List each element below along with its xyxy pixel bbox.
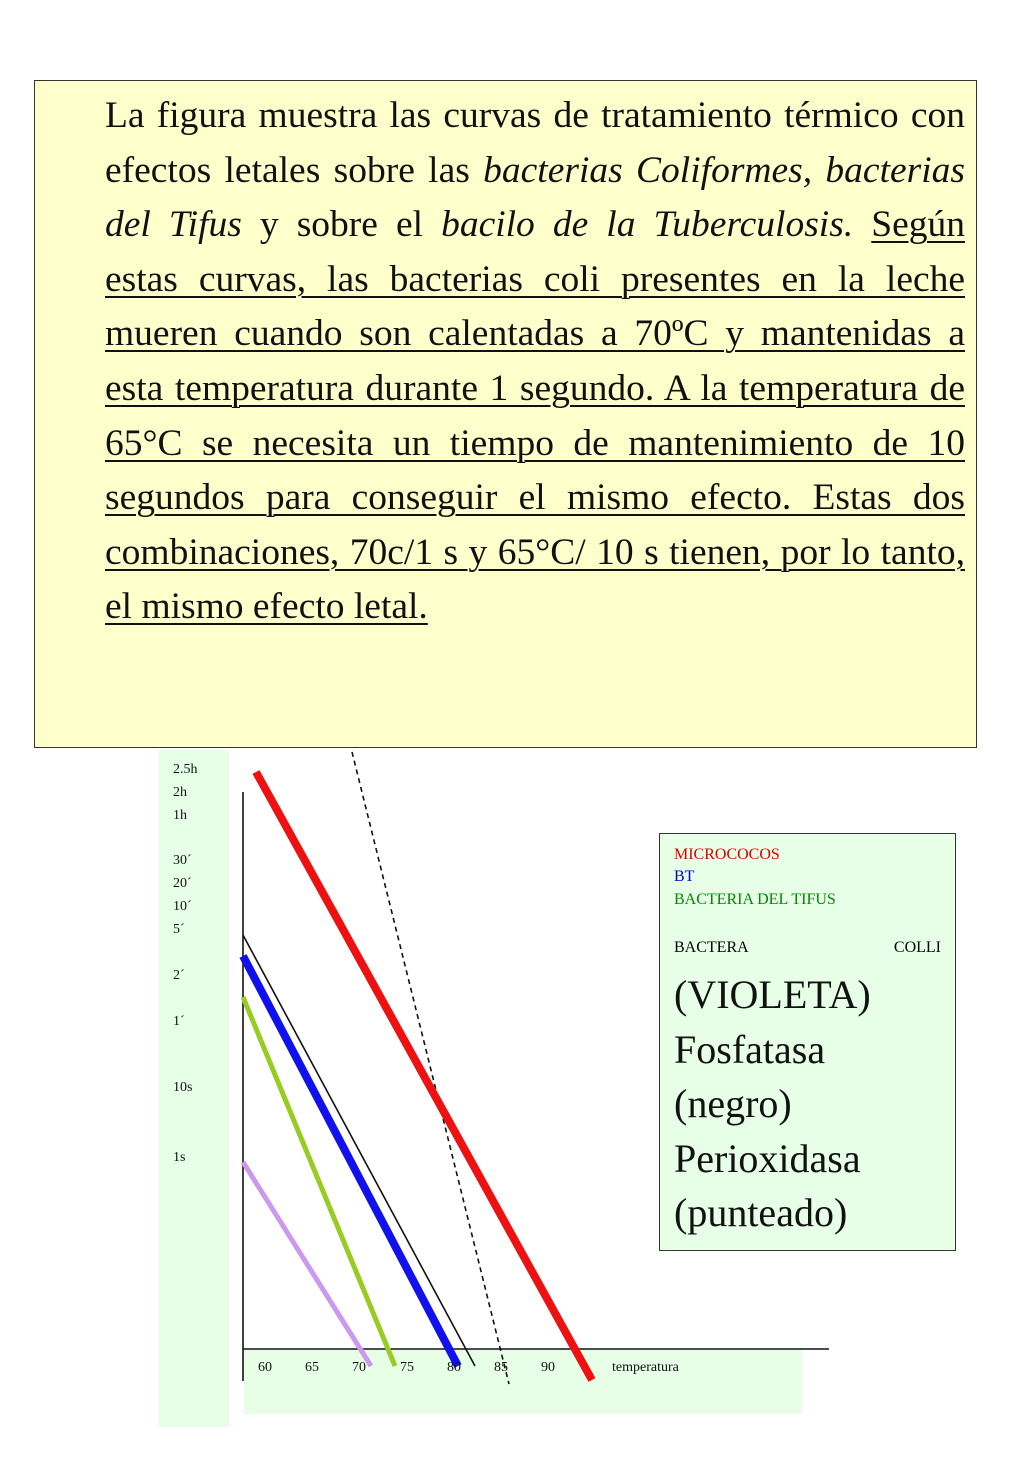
chart-legend xyxy=(659,833,956,1251)
legend-tifus: BACTERIA DEL TIFUS xyxy=(674,891,836,908)
legend-micrococos: MICROCOCOS xyxy=(674,846,780,863)
y-tick-label: 10s xyxy=(173,1080,193,1095)
legend-large-text xyxy=(674,968,871,1241)
x-tick-label: 70 xyxy=(352,1360,366,1375)
legend-coli-word2: COLLI xyxy=(893,939,941,956)
paragraph-connector: y sobre el xyxy=(241,204,442,246)
x-tick-label: 65 xyxy=(305,1360,319,1375)
paragraph-underlined: Según estas curvas, las bacterias coli presentes en la leche mueren cuando son calentadas a 70ºC y mantenidas a esta temperatura durante 1 segundo. A la temperatura de 65°C se necesita un tiempo de mantenimiento de 10 segundos para conseguir el mismo efecto. Estas dos combinaciones, 70c/1 s y 65°C/ 10 s tienen, por lo tanto, el mismo efecto letal. xyxy=(105,204,966,628)
x-axis-title: temperatura xyxy=(612,1360,679,1375)
x-tick-label: 75 xyxy=(400,1360,414,1375)
y-tick-label: 30´ xyxy=(173,853,192,868)
fosfatasa-line xyxy=(243,935,475,1366)
x-tick-label: 90 xyxy=(541,1360,555,1375)
x-tick-label: 80 xyxy=(447,1360,461,1375)
legend-perioxidasa: Perioxidasa xyxy=(674,1135,861,1181)
legend-punteado: (punteado) xyxy=(674,1190,848,1235)
legend-coli-word1: BACTERA xyxy=(674,939,749,956)
paragraph-bacteria-names: bacterias Coliformes, bacterias del Tifus xyxy=(105,149,965,246)
legend-coli xyxy=(674,940,941,956)
legend-bt: BT xyxy=(674,868,695,885)
tifus-green-line xyxy=(243,997,395,1366)
bt-blue-line xyxy=(243,956,458,1366)
paragraph-tuberculosis: bacilo de la Tuberculosis. xyxy=(441,204,854,246)
y-tick-label: 1h xyxy=(173,808,187,823)
paragraph-intro: La figura muestra las curvas de tratamiento térmico con efectos letales sobre las xyxy=(105,95,965,191)
y-tick-label: 20´ xyxy=(173,876,192,891)
x-tick-label: 85 xyxy=(494,1360,508,1375)
y-tick-label: 2.5h xyxy=(173,762,198,777)
y-tick-label: 1´ xyxy=(173,1014,185,1029)
legend-negro: (negro) xyxy=(674,1081,792,1126)
perioxidasa-dashed-line xyxy=(352,752,509,1384)
x-tick-label: 60 xyxy=(258,1360,272,1375)
y-tick-label: 5´ xyxy=(173,922,185,937)
legend-violeta: (VIOLETA) xyxy=(674,972,871,1017)
y-tick-label: 10´ xyxy=(173,899,192,914)
legend-fosfatasa: Fosfatasa xyxy=(674,1026,826,1072)
y-tick-label: 1s xyxy=(173,1150,186,1165)
y-tick-label: 2h xyxy=(173,785,187,800)
y-tick-label: 2´ xyxy=(173,968,185,983)
